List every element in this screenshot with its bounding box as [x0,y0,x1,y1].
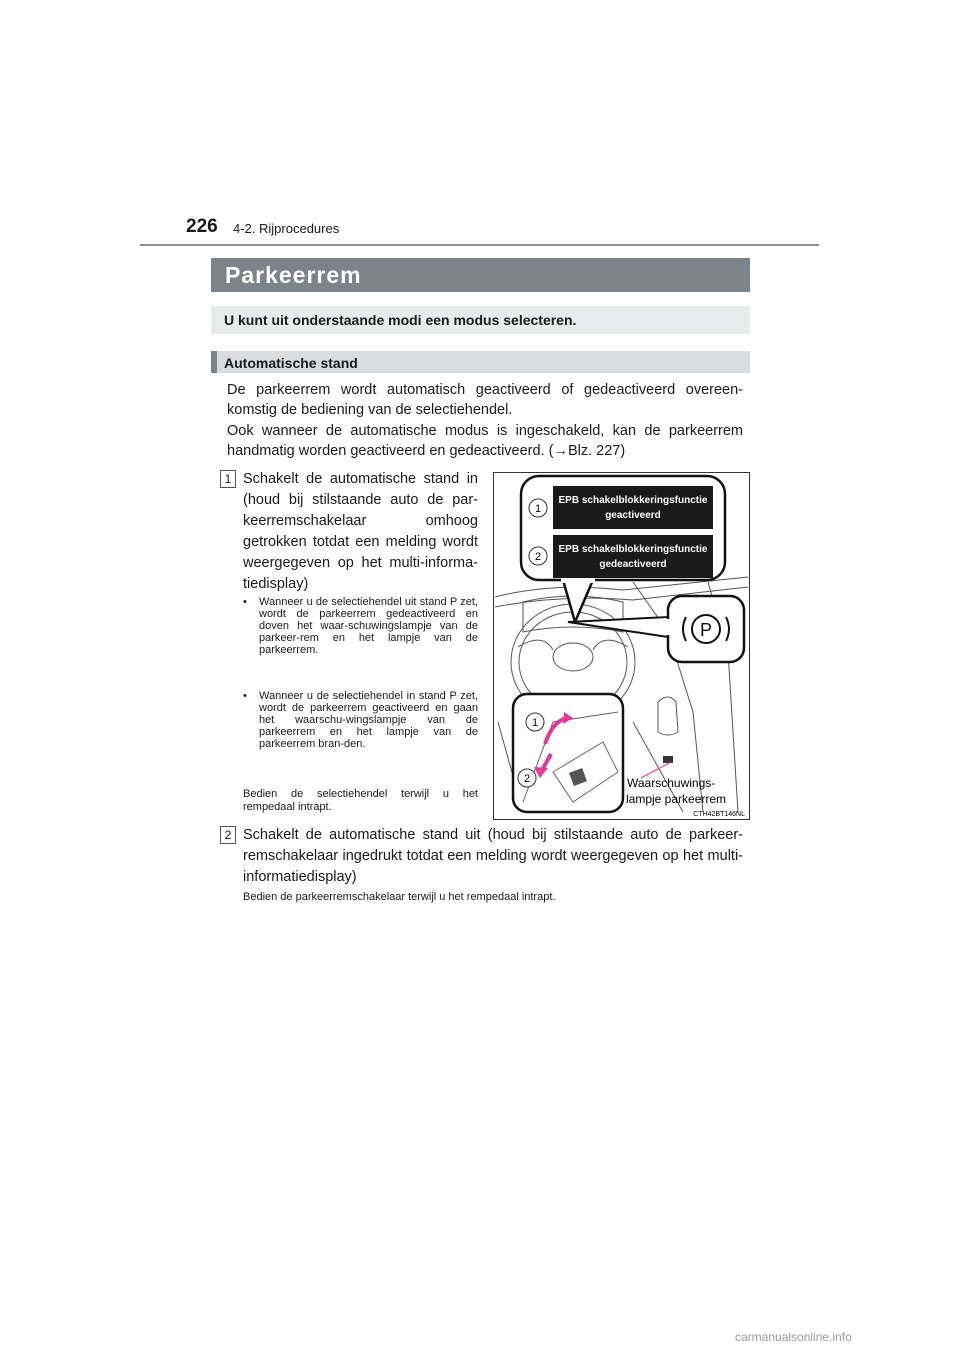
page-number: 226 [186,216,218,237]
item-1-number: 1 [220,470,236,488]
item-1-text: Schakelt de automatische stand in (houd bij stilstaande auto de par-keerremschakelaar omhoog getrokken totdat een melding wordt weergegeven op het multi-informa-tiedisplay) [243,471,478,592]
bullet-1 [243,596,478,656]
switch-label-1: 1 [531,717,539,729]
label-2: 2 [534,551,542,563]
bullet-dot: • [243,690,247,702]
message-1-line-1: EPB schakelblokkeringsfunctie [558,495,708,506]
bullet-dot: • [243,596,247,608]
message-geactiveerd [553,486,713,529]
bullet-2 [243,690,478,750]
header-divider [140,244,819,246]
paragraph-2: Ook wanneer de automatische modus is ingeschakeld, kan de parkeerrem handmatig worden geactiveerd en gedeactiveerd. (→Blz. 227) [227,423,743,459]
message-1-line-2: geactiveerd [605,510,661,521]
item-2-text: Schakelt de automatische stand uit (houd bij stilstaande auto de parkeer-remschakelaar ingedrukt totdat een melding wordt weergegeven op het multi-informatiedisplay) [243,827,743,885]
footer-watermark: carmanualsonline.info [735,1330,852,1344]
item-2-number: 2 [220,826,236,844]
svg-text:P: P [699,620,713,640]
message-gedeactiveerd [553,535,713,578]
subsection-title: Automatische stand [224,355,358,371]
switch-label-2: 2 [523,773,531,785]
warning-lamp [663,756,673,763]
bullet-2-text: Wanneer u de selectiehendel in stand P zet, wordt de parkeerrem geactiveerd en gaan het waarschu-wingslampje van de parkeerrem en het lampje van de parkeerrem bran-den. [259,690,478,750]
paragraph-1: De parkeerrem wordt automatisch geactiveerd of gedeactiveerd overeen-komstig de bediening van de selectiehendel. [227,382,743,418]
parking-brake-illustration [493,472,750,820]
page-title: Parkeerrem [225,262,362,288]
lamp-label-line-2: lampje parkeerrem [626,792,727,806]
message-2-line-2: gedeactiveerd [599,559,667,570]
section-title: 4-2. Rijprocedures [233,221,340,236]
label-1: 1 [534,503,542,515]
item-1-note: Bedien de selectiehendel terwijl u het rempedaal intrapt. [243,788,478,813]
intro-text: U kunt uit onderstaande modi een modus selecteren. [224,312,577,328]
item-2-note: Bedien de parkeerremschakelaar terwijl u het rempedaal intrapt. [243,891,556,903]
message-2-line-1: EPB schakelblokkeringsfunctie [558,544,708,555]
image-code: CTH42BT146NL [693,811,745,818]
lamp-label-line-1: Waarschuwings- [627,776,716,790]
subsection-accent [211,351,217,373]
bullet-1-text: Wanneer u de selectiehendel uit stand P zet, wordt de parkeerrem gedeactiveerd en doven het waar-schuwingslampje van de parkeer-rem en het lampje van de parkeerrem. [259,596,478,656]
